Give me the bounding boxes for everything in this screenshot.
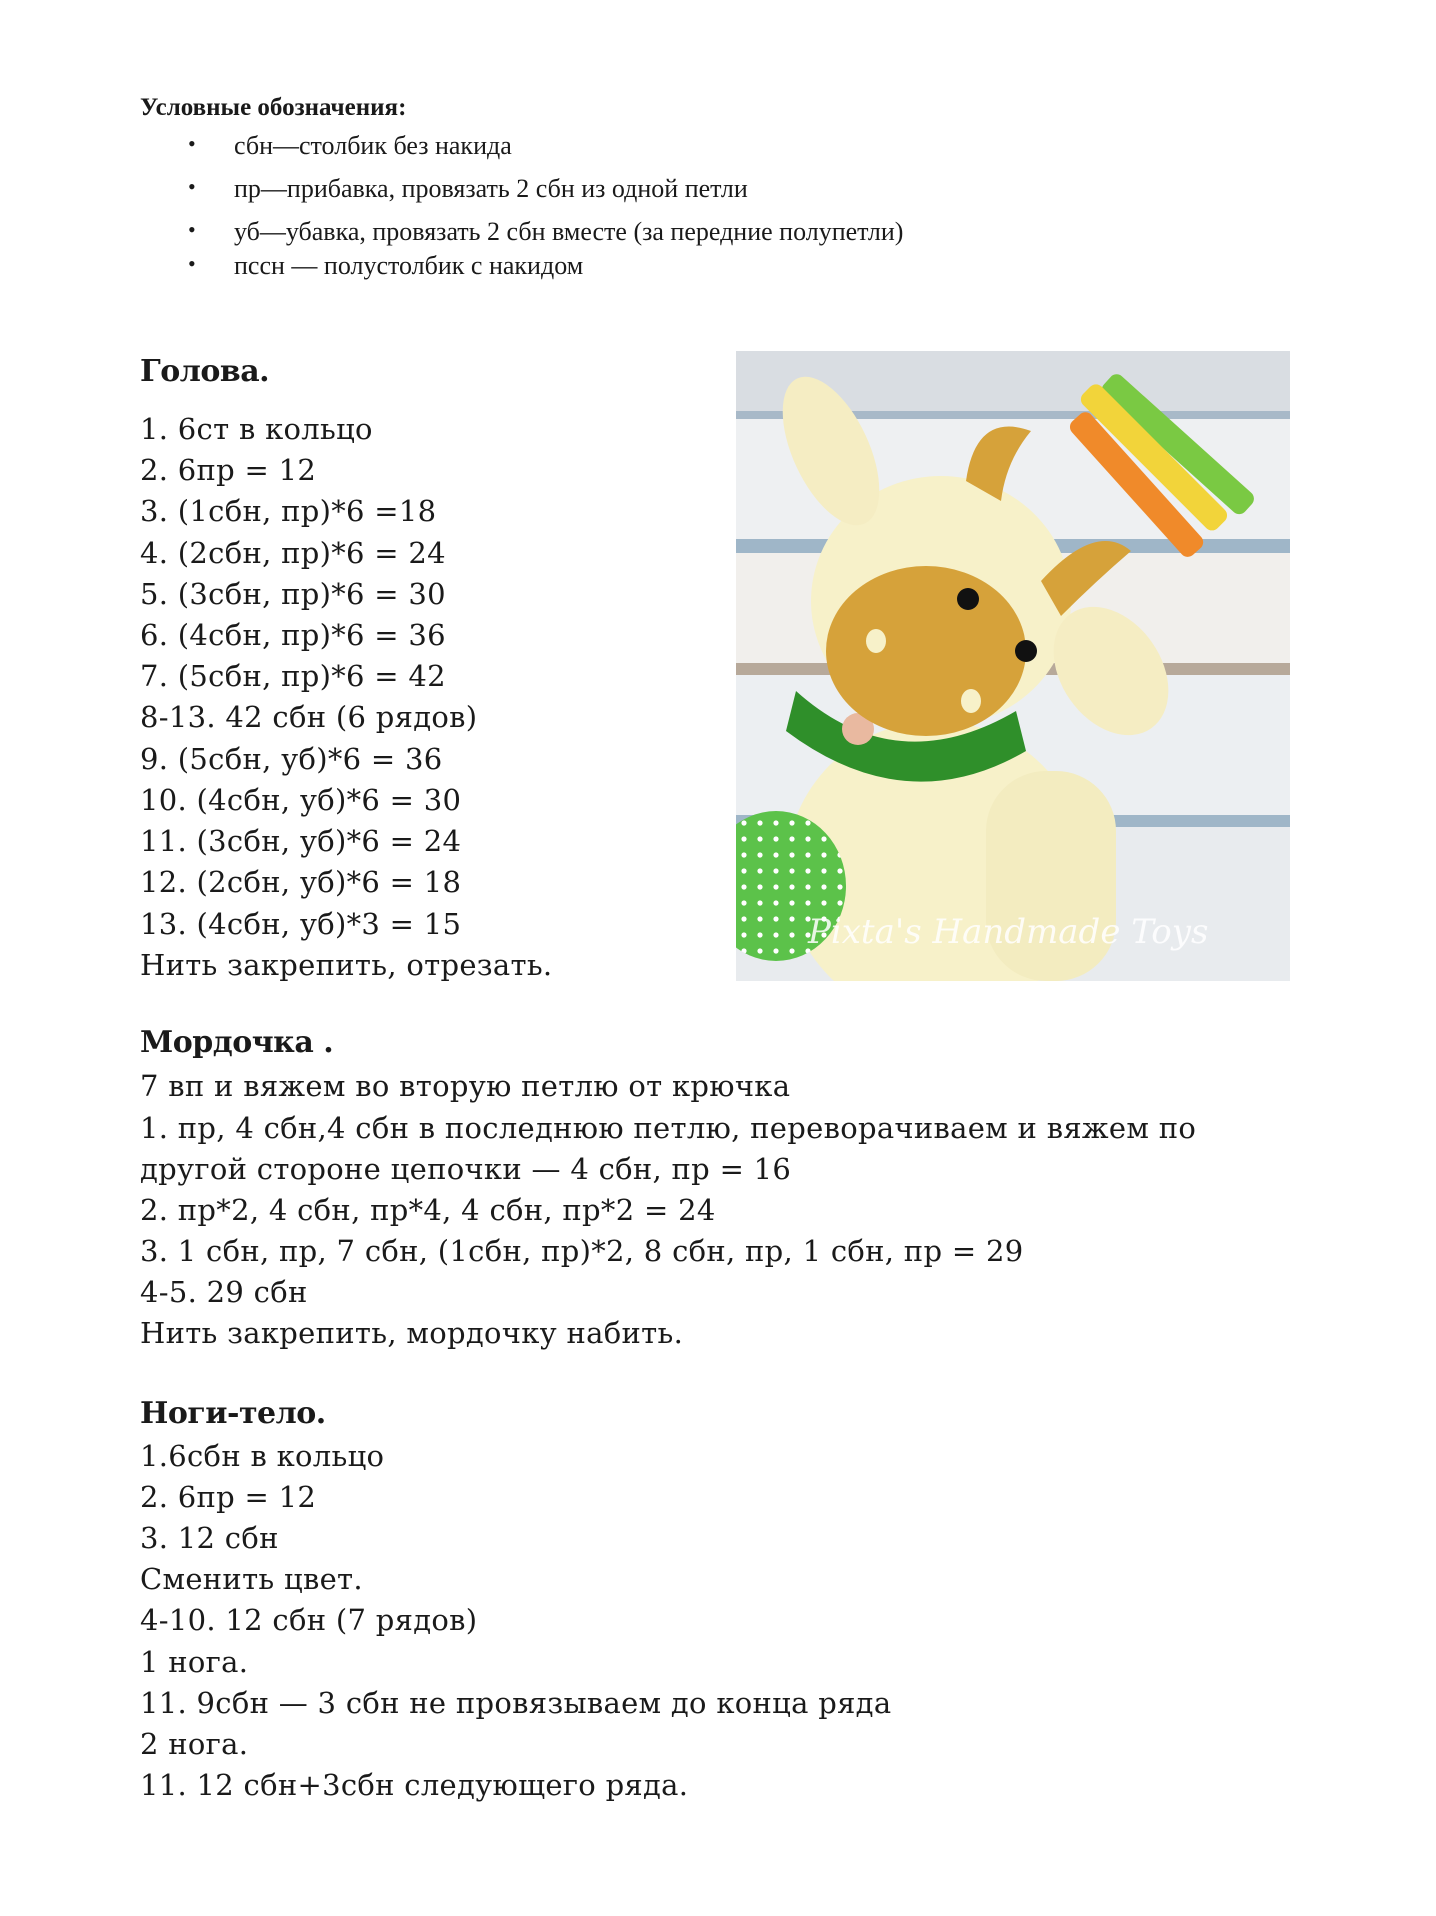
instruction-line: 11. (3сбн, уб)*6 = 24 bbox=[140, 824, 462, 858]
instruction-line: 3. (1сбн, пр)*6 =18 bbox=[140, 494, 437, 528]
instruction-line: 4. (2сбн, пр)*6 = 24 bbox=[140, 536, 446, 570]
instruction-line: 1 нога. bbox=[140, 1645, 249, 1679]
instruction-line: Сменить цвет. bbox=[140, 1562, 363, 1596]
legend-title: Условные обозначения: bbox=[140, 94, 407, 121]
instruction-line: 1.6сбн в кольцо bbox=[140, 1439, 385, 1473]
instruction-line: 4-5. 29 сбн bbox=[140, 1275, 308, 1309]
bullet-icon: • bbox=[188, 131, 196, 156]
instruction-line: 5. (3сбн, пр)*6 = 30 bbox=[140, 577, 446, 611]
instruction-line: 3. 12 сбн bbox=[140, 1521, 279, 1555]
instruction-line: 1. 6ст в кольцо bbox=[140, 412, 373, 446]
instruction-line: 9. (5сбн, уб)*6 = 36 bbox=[140, 742, 443, 776]
bullet-icon: • bbox=[188, 217, 196, 242]
section-title-head: Голова. bbox=[140, 354, 270, 389]
instruction-line: 6. (4сбн, пр)*6 = 36 bbox=[140, 618, 446, 652]
instruction-line: 10. (4сбн, уб)*6 = 30 bbox=[140, 783, 462, 817]
instruction-line: другой стороне цепочки — 4 сбн, пр = 16 bbox=[140, 1152, 792, 1186]
instruction-line: 2 нога. bbox=[140, 1727, 249, 1761]
instruction-line: Нить закрепить, мордочку набить. bbox=[140, 1316, 684, 1350]
bullet-icon: • bbox=[188, 174, 196, 199]
instruction-line: 2. пр*2, 4 сбн, пр*4, 4 сбн, пр*2 = 24 bbox=[140, 1193, 716, 1227]
instruction-line: 13. (4сбн, уб)*3 = 15 bbox=[140, 907, 462, 941]
instruction-line: 4-10. 12 сбн (7 рядов) bbox=[140, 1603, 478, 1637]
bullet-icon: • bbox=[188, 251, 196, 276]
instruction-line: 11. 9сбн — 3 сбн не провязываем до конца ряда bbox=[140, 1686, 892, 1720]
instruction-line: 2. 6пр = 12 bbox=[140, 453, 317, 487]
instruction-line: 7. (5сбн, пр)*6 = 42 bbox=[140, 659, 446, 693]
instruction-line: 11. 12 сбн+3сбн следующего ряда. bbox=[140, 1768, 689, 1802]
instruction-line: 8-13. 42 сбн (6 рядов) bbox=[140, 700, 478, 734]
instruction-line: 2. 6пр = 12 bbox=[140, 1480, 317, 1514]
instruction-line: Нить закрепить, отрезать. bbox=[140, 948, 553, 982]
toy-photo bbox=[736, 351, 1290, 981]
instruction-line: 3. 1 сбн, пр, 7 сбн, (1сбн, пр)*2, 8 сбн, пр, 1 сбн, пр = 29 bbox=[140, 1234, 1024, 1268]
instruction-line: 1. пр, 4 сбн,4 сбн в последнюю петлю, переворачиваем и вяжем по bbox=[140, 1111, 1197, 1145]
section-title-legs: Ноги-тело. bbox=[140, 1396, 326, 1431]
instruction-line: 7 вп и вяжем во вторую петлю от крючка bbox=[140, 1069, 791, 1103]
section-title-muzzle: Мордочка . bbox=[140, 1025, 334, 1060]
watermark: Pixta's Handmade Toys bbox=[808, 912, 1209, 952]
instruction-line: 12. (2сбн, уб)*6 = 18 bbox=[140, 865, 462, 899]
